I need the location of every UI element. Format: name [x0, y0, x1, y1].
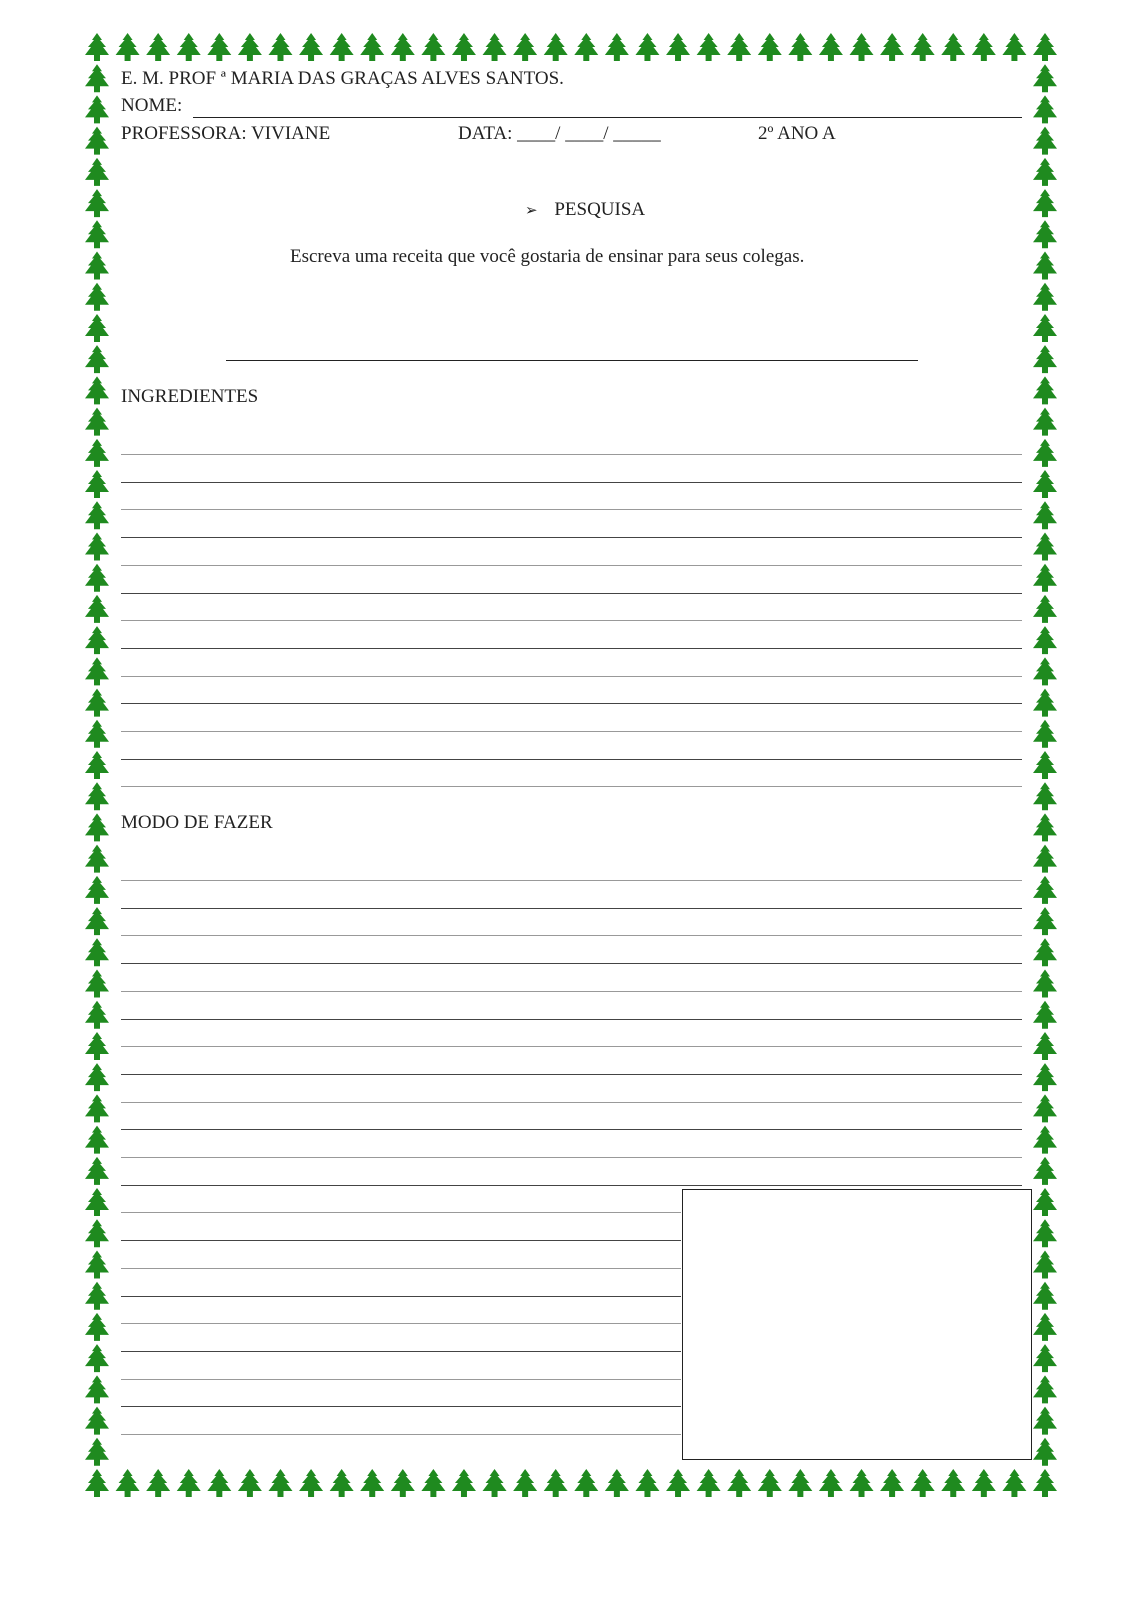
christmas-tree-icon: [85, 1469, 109, 1497]
christmas-tree-icon: [85, 252, 109, 280]
christmas-tree-icon: [1033, 252, 1057, 280]
christmas-tree-icon: [85, 439, 109, 467]
christmas-tree-icon: [1002, 1469, 1026, 1497]
christmas-tree-icon: [1033, 751, 1057, 779]
christmas-tree-icon: [850, 1469, 874, 1497]
christmas-tree-icon: [513, 1469, 537, 1497]
ingredients-writing-line[interactable]: [121, 648, 1022, 649]
christmas-tree-icon: [85, 1219, 109, 1247]
christmas-tree-icon: [207, 33, 231, 61]
christmas-tree-icon: [1033, 689, 1057, 717]
method-writing-line[interactable]: [121, 1323, 681, 1324]
christmas-tree-icon: [483, 1469, 507, 1497]
christmas-tree-icon: [85, 564, 109, 592]
christmas-tree-icon: [574, 1469, 598, 1497]
christmas-tree-icon: [85, 1094, 109, 1122]
class-label: 2º ANO A: [758, 123, 836, 144]
christmas-tree-icon: [727, 1469, 751, 1497]
christmas-tree-icon: [1033, 626, 1057, 654]
christmas-tree-icon: [1033, 595, 1057, 623]
instruction-text: Escreva uma receita que você gostaria de ensinar para seus colegas.: [290, 246, 805, 267]
ingredients-writing-line[interactable]: [121, 786, 1022, 787]
method-writing-line[interactable]: [121, 1240, 681, 1241]
christmas-tree-icon: [1033, 1126, 1057, 1154]
ingredients-writing-line[interactable]: [121, 565, 1022, 566]
christmas-tree-icon: [1033, 408, 1057, 436]
christmas-tree-icon: [85, 782, 109, 810]
method-writing-line[interactable]: [121, 963, 1022, 964]
christmas-tree-icon: [1033, 470, 1057, 498]
christmas-tree-icon: [1033, 876, 1057, 904]
christmas-tree-icon: [85, 1188, 109, 1216]
christmas-tree-icon: [1033, 1407, 1057, 1435]
christmas-tree-icon: [911, 33, 935, 61]
christmas-tree-icon: [85, 1407, 109, 1435]
ingredients-writing-line[interactable]: [121, 703, 1022, 704]
method-writing-line[interactable]: [121, 935, 1022, 936]
christmas-tree-icon: [1033, 158, 1057, 186]
ingredients-writing-line[interactable]: [121, 759, 1022, 760]
christmas-tree-icon: [299, 1469, 323, 1497]
christmas-tree-icon: [1033, 189, 1057, 217]
christmas-tree-icon: [85, 158, 109, 186]
christmas-tree-icon: [85, 720, 109, 748]
section-heading: [525, 199, 645, 221]
christmas-tree-icon: [666, 33, 690, 61]
christmas-tree-icon: [1033, 532, 1057, 560]
christmas-tree-icon: [85, 1375, 109, 1403]
christmas-tree-icon: [330, 1469, 354, 1497]
christmas-tree-icon: [574, 33, 598, 61]
christmas-tree-icon: [1033, 1250, 1057, 1278]
method-label: MODO DE FAZER: [121, 812, 273, 833]
christmas-tree-icon: [972, 33, 996, 61]
christmas-tree-icon: [177, 1469, 201, 1497]
christmas-tree-icon: [85, 626, 109, 654]
christmas-tree-icon: [360, 33, 384, 61]
christmas-tree-icon: [1033, 1313, 1057, 1341]
christmas-tree-icon: [85, 64, 109, 92]
christmas-tree-icon: [941, 33, 965, 61]
christmas-tree-icon: [1033, 720, 1057, 748]
christmas-tree-icon: [85, 95, 109, 123]
christmas-tree-icon: [513, 33, 537, 61]
method-writing-line[interactable]: [121, 1129, 1022, 1130]
teacher-name: PROFESSORA: VIVIANE: [121, 123, 331, 144]
christmas-tree-icon: [605, 33, 629, 61]
christmas-tree-icon: [819, 1469, 843, 1497]
method-writing-line[interactable]: [121, 880, 1022, 881]
method-writing-line[interactable]: [121, 1102, 1022, 1103]
christmas-tree-icon: [788, 33, 812, 61]
christmas-tree-icon: [1033, 1001, 1057, 1029]
christmas-tree-icon: [972, 1469, 996, 1497]
recipe-title-line[interactable]: [226, 360, 918, 361]
method-writing-line[interactable]: [121, 1019, 1022, 1020]
christmas-tree-icon: [360, 1469, 384, 1497]
christmas-tree-icon: [85, 1032, 109, 1060]
christmas-tree-icon: [238, 1469, 262, 1497]
method-writing-line[interactable]: [121, 1074, 1022, 1075]
christmas-tree-icon: [666, 1469, 690, 1497]
christmas-tree-icon: [85, 283, 109, 311]
christmas-tree-icon: [1033, 907, 1057, 935]
christmas-tree-icon: [391, 1469, 415, 1497]
method-writing-line[interactable]: [121, 1351, 681, 1352]
christmas-tree-icon: [1033, 970, 1057, 998]
christmas-tree-icon: [1033, 33, 1057, 61]
christmas-tree-icon: [299, 33, 323, 61]
christmas-tree-icon: [85, 1126, 109, 1154]
christmas-tree-icon: [452, 33, 476, 61]
christmas-tree-icon: [788, 1469, 812, 1497]
method-writing-line[interactable]: [121, 1185, 1022, 1186]
method-writing-line[interactable]: [121, 1157, 1022, 1158]
christmas-tree-icon: [1033, 283, 1057, 311]
christmas-tree-icon: [85, 876, 109, 904]
christmas-tree-icon: [1033, 938, 1057, 966]
christmas-tree-icon: [1033, 1157, 1057, 1185]
christmas-tree-icon: [758, 1469, 782, 1497]
christmas-tree-icon: [85, 1282, 109, 1310]
christmas-tree-icon: [819, 33, 843, 61]
christmas-tree-icon: [1033, 1188, 1057, 1216]
christmas-tree-icon: [1033, 782, 1057, 810]
christmas-tree-icon: [1033, 1375, 1057, 1403]
christmas-tree-icon: [1033, 376, 1057, 404]
christmas-tree-icon: [85, 1250, 109, 1278]
christmas-tree-icon: [605, 1469, 629, 1497]
christmas-tree-icon: [116, 1469, 140, 1497]
christmas-tree-icon: [85, 845, 109, 873]
christmas-tree-icon: [1033, 564, 1057, 592]
christmas-tree-icon: [85, 345, 109, 373]
method-writing-line[interactable]: [121, 1296, 681, 1297]
christmas-tree-icon: [1033, 501, 1057, 529]
method-writing-line[interactable]: [121, 908, 1022, 909]
christmas-tree-icon: [85, 127, 109, 155]
ingredients-label: INGREDIENTES: [121, 386, 259, 407]
name-label: NOME:: [121, 95, 183, 116]
christmas-tree-icon: [1002, 33, 1026, 61]
christmas-tree-icon: [635, 33, 659, 61]
christmas-tree-icon: [1033, 1344, 1057, 1372]
christmas-tree-icon: [911, 1469, 935, 1497]
christmas-tree-icon: [1033, 127, 1057, 155]
christmas-tree-icon: [85, 595, 109, 623]
christmas-tree-icon: [330, 33, 354, 61]
christmas-tree-icon: [1033, 1063, 1057, 1091]
christmas-tree-icon: [1033, 95, 1057, 123]
christmas-tree-icon: [85, 938, 109, 966]
christmas-tree-icon: [850, 33, 874, 61]
christmas-tree-icon: [85, 907, 109, 935]
method-writing-line[interactable]: [121, 1406, 681, 1407]
ingredients-writing-line[interactable]: [121, 731, 1022, 732]
christmas-tree-icon: [1033, 813, 1057, 841]
christmas-tree-icon: [697, 1469, 721, 1497]
christmas-tree-icon: [421, 33, 445, 61]
christmas-tree-icon: [421, 1469, 445, 1497]
christmas-tree-icon: [1033, 314, 1057, 342]
christmas-tree-icon: [1033, 1032, 1057, 1060]
ingredients-writing-line[interactable]: [121, 620, 1022, 621]
christmas-tree-icon: [85, 314, 109, 342]
christmas-tree-icon: [146, 33, 170, 61]
christmas-tree-icon: [85, 970, 109, 998]
ingredients-writing-line[interactable]: [121, 509, 1022, 510]
christmas-tree-icon: [1033, 1438, 1057, 1466]
christmas-tree-icon: [1033, 1469, 1057, 1497]
christmas-tree-icon: [483, 33, 507, 61]
ingredients-writing-line[interactable]: [121, 676, 1022, 677]
christmas-tree-icon: [146, 1469, 170, 1497]
christmas-tree-icon: [85, 220, 109, 248]
christmas-tree-icon: [85, 689, 109, 717]
christmas-tree-icon: [85, 751, 109, 779]
christmas-tree-icon: [727, 33, 751, 61]
method-writing-line[interactable]: [121, 1046, 1022, 1047]
christmas-tree-icon: [85, 33, 109, 61]
christmas-tree-icon: [85, 1001, 109, 1029]
christmas-tree-icon: [238, 33, 262, 61]
christmas-tree-icon: [85, 470, 109, 498]
christmas-tree-icon: [85, 1313, 109, 1341]
christmas-tree-icon: [177, 33, 201, 61]
christmas-tree-icon: [391, 33, 415, 61]
christmas-tree-icon: [758, 33, 782, 61]
method-writing-line[interactable]: [121, 1212, 681, 1213]
christmas-tree-icon: [544, 33, 568, 61]
christmas-tree-icon: [85, 1157, 109, 1185]
christmas-tree-icon: [1033, 1094, 1057, 1122]
christmas-tree-icon: [1033, 845, 1057, 873]
name-line[interactable]: [193, 117, 1022, 118]
ingredients-writing-line[interactable]: [121, 454, 1022, 455]
christmas-tree-icon: [1033, 439, 1057, 467]
method-writing-line[interactable]: [121, 1268, 681, 1269]
christmas-tree-icon: [635, 1469, 659, 1497]
christmas-tree-icon: [85, 1063, 109, 1091]
christmas-tree-icon: [1033, 64, 1057, 92]
christmas-tree-icon: [941, 1469, 965, 1497]
christmas-tree-icon: [85, 813, 109, 841]
christmas-tree-icon: [207, 1469, 231, 1497]
christmas-tree-icon: [880, 1469, 904, 1497]
christmas-tree-icon: [85, 376, 109, 404]
christmas-tree-icon: [116, 33, 140, 61]
christmas-tree-icon: [1033, 657, 1057, 685]
ingredients-writing-line[interactable]: [121, 537, 1022, 538]
method-writing-line[interactable]: [121, 1379, 681, 1380]
christmas-tree-icon: [85, 408, 109, 436]
christmas-tree-icon: [85, 657, 109, 685]
christmas-tree-icon: [1033, 345, 1057, 373]
christmas-tree-icon: [85, 189, 109, 217]
christmas-tree-icon: [268, 1469, 292, 1497]
christmas-tree-icon: [268, 33, 292, 61]
christmas-tree-icon: [1033, 1282, 1057, 1310]
section-title: PESQUISA: [554, 199, 646, 220]
ingredients-writing-line[interactable]: [121, 593, 1022, 594]
method-writing-line[interactable]: [121, 1434, 681, 1435]
christmas-tree-icon: [85, 532, 109, 560]
christmas-tree-icon: [1033, 1219, 1057, 1247]
date-field[interactable]: DATA: ____/ ____/ _____: [458, 123, 661, 144]
christmas-tree-icon: [85, 1438, 109, 1466]
christmas-tree-icon: [1033, 220, 1057, 248]
ingredients-writing-line[interactable]: [121, 482, 1022, 483]
school-name: E. M. PROF ª MARIA DAS GRAÇAS ALVES SANTOS.: [121, 68, 564, 89]
christmas-tree-icon: [544, 1469, 568, 1497]
christmas-tree-icon: [880, 33, 904, 61]
christmas-tree-icon: [697, 33, 721, 61]
method-writing-line[interactable]: [121, 991, 1022, 992]
arrow-bullet-icon: ➢: [525, 201, 538, 219]
christmas-tree-icon: [452, 1469, 476, 1497]
christmas-tree-icon: [85, 501, 109, 529]
christmas-tree-icon: [85, 1344, 109, 1372]
drawing-box[interactable]: [682, 1189, 1032, 1460]
